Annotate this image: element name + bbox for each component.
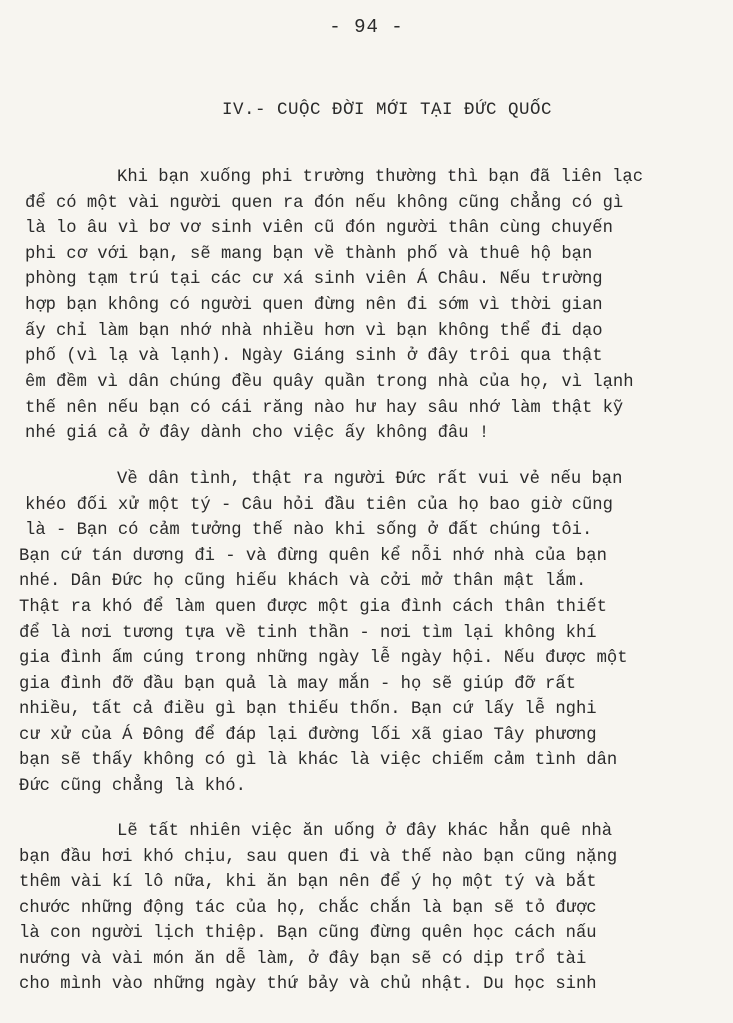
text-line: là - Bạn có cảm tưởng thế nào khi sống ở đất chúng tôi. <box>25 521 593 540</box>
text-line: Về dân tình, thật ra người Đức rất vui vẻ nếu bạn <box>117 470 623 489</box>
text-line: để có một vài người quen ra đón nếu không cũng chẳng có gì <box>25 194 624 213</box>
text-line: khéo đối xử một tý - Câu hỏi đầu tiên của họ bao giờ cũng <box>25 496 613 515</box>
text-line: bạn đầu hơi khó chịu, sau quen đi và thế nào bạn cũng nặng <box>19 848 618 867</box>
text-line: phòng tạm trú tại các cư xá sinh viên Á Châu. Nếu trường <box>25 270 603 289</box>
text-line: ấy chỉ làm bạn nhớ nhà nhiều hơn vì bạn không thể đi dạo <box>25 322 603 341</box>
text-line: nướng và vài món ăn dễ làm, ở đây bạn sẽ có dịp trổ tài <box>19 950 587 969</box>
text-line: là lo âu vì bơ vơ sinh viên cũ đón người thân cùng chuyến <box>25 219 613 238</box>
text-line: Bạn cứ tán dương đi - và đừng quên kể nỗi nhớ nhà của bạn <box>19 547 607 566</box>
text-line: bạn sẽ thấy không có gì là khác là việc chiếm cảm tình dân <box>19 751 618 770</box>
text-line: cư xử của Á Đông để đáp lại đường lối xã giao Tây phương <box>19 726 597 745</box>
text-line: phố (vì lạ và lạnh). Ngày Giáng sinh ở đây trôi qua thật <box>25 347 603 366</box>
text-line: Thật ra khó để làm quen được một gia đình cách thân thiết <box>19 598 607 617</box>
page-number: - 94 - <box>329 16 404 38</box>
section-heading: IV.- CUỘC ĐỜI MỚI TẠI ĐỨC QUỐC <box>222 100 553 120</box>
text-line: thế nên nếu bạn có cái răng nào hư hay sâu nhớ làm thật kỹ <box>25 399 624 418</box>
text-line: thêm vài kí lô nữa, khi ăn bạn nên để ý họ một tý và bắt <box>19 873 597 892</box>
text-line: chước những động tác của họ, chắc chắn là bạn sẽ tỏ được <box>19 899 597 918</box>
text-line: Khi bạn xuống phi trường thường thì bạn đã liên lạc <box>117 168 644 187</box>
text-line: Lẽ tất nhiên việc ăn uống ở đây khác hẳn quê nhà <box>117 822 613 841</box>
text-line: Đức cũng chẳng là khó. <box>19 777 246 796</box>
text-line: hợp bạn không có người quen đừng nên đi sớm vì thời gian <box>25 296 603 315</box>
text-line: là con người lịch thiệp. Bạn cũng đừng quên học cách nấu <box>19 924 597 943</box>
text-line: nhé. Dân Đức họ cũng hiếu khách và cởi mở thân mật lắm. <box>19 572 587 591</box>
text-line: gia đình ấm cúng trong những ngày lễ ngày hội. Nếu được một <box>19 649 628 668</box>
text-line: nhiều, tất cả điều gì bạn thiếu thốn. Bạn cứ lấy lễ nghi <box>19 700 597 719</box>
text-line: cho mình vào những ngày thứ bảy và chủ nhật. Du học sinh <box>19 975 597 994</box>
text-line: nhé giá cả ở đây dành cho việc ấy không đâu ! <box>25 424 490 443</box>
text-line: gia đình đỡ đầu bạn quả là may mắn - họ sẽ giúp đỡ rất <box>19 675 576 694</box>
text-line: phi cơ với bạn, sẽ mang bạn về thành phố và thuê hộ bạn <box>25 245 593 264</box>
text-line: để là nơi tương tựa về tinh thần - nơi tìm lại không khí <box>19 624 597 643</box>
text-line: êm đềm vì dân chúng đều quây quần trong nhà của họ, vì lạnh <box>25 373 634 392</box>
